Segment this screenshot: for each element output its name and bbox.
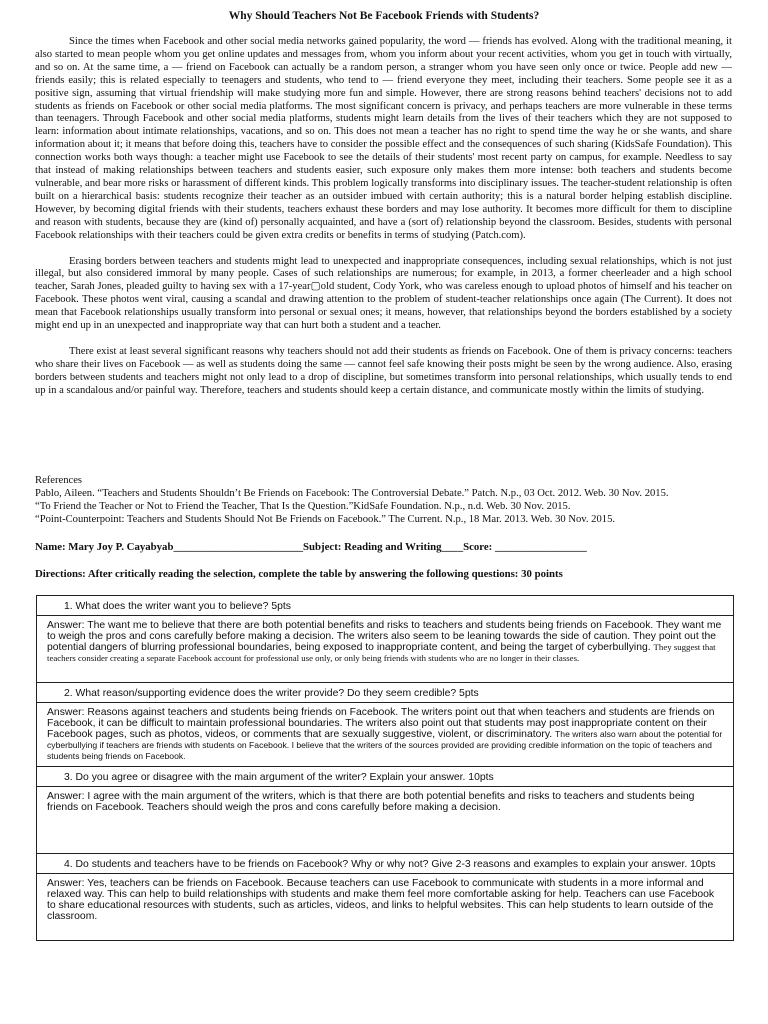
- score-label: Score:: [463, 541, 495, 553]
- document-title: Why Should Teachers Not Be Facebook Friends with Students?: [228, 10, 540, 22]
- answer-small-text: The writers also warn about the potential for cyberbullying if teachers are friends with students on Facebook. I believe that the writers of the sources provided are providing credible information on the topic of teachers and students being friends on Facebook.: [47, 729, 723, 761]
- directions-text: Directions: After critically reading the selection, complete the table by answering the following questions: 30 points: [35, 568, 563, 580]
- answer-text: Answer: I agree with the main argument of the writers, which is that there are both potential benefits and risks to teachers and students being friends on Facebook. Teachers should weigh the pros and cons carefully before making a decision.: [47, 791, 695, 813]
- header-fields-line: [35, 541, 735, 553]
- question-cell-3: 3. Do you agree or disagree with the main argument of the writer? Explain your answer. 10pts: [37, 767, 733, 787]
- question-cell-1: 1. What does the writer want you to believe? 5pts: [37, 596, 733, 616]
- reference-item: Pablo, Aileen. “Teachers and Students Shouldn’t Be Friends on Facebook: The Controversial Debate.” Patch. N.p., 03 Oct. 2012. Web. 30 Nov. 2015.: [35, 488, 669, 499]
- answer-small-text: They suggest that teachers consider creating a separate Facebook account for professional use only, or only being friends with students who are no longer in their classes.: [47, 642, 716, 663]
- reference-item: “Point-Counterpoint: Teachers and Students Should Not Be Friends on Facebook.” The Current. N.p., 18 Mar. 2013. Web. 30 Nov. 2015.: [35, 514, 616, 525]
- essay-paragraph-3: There exist at least several significant reasons why teachers should not add their students as friends on Facebook. One of them is privacy concerns: teachers who share their lives on Facebook — as well as students doing the same — cannot feel safe knowing their posts might be seen by the wrong audience. Also, erasing borders between students and teachers might not only lead to a drop of discipline, but sometimes transform into personal relationships, which usually tends to end up in a scandalous and/or painful way. Therefore, teachers and students should keep a certain distance, and communicate mostly within the limits of studying.: [35, 345, 732, 396]
- questions-table: [36, 595, 734, 941]
- answer-text: Answer: Reasons against teachers and students being friends on Facebook. The writers point out that when teachers and students are friends on Facebook, it can be difficult to maintain professional boundaries. The writers also point out that students may post inappropriate content on their Facebook pages, such as photos, videos, or comments that are sexually suggestive, violent, or discriminatory.: [47, 707, 715, 740]
- references-heading: References: [35, 475, 83, 486]
- answer-cell-1[interactable]: [37, 616, 733, 683]
- subject-blank[interactable]: ____: [441, 541, 464, 553]
- answer-cell-4[interactable]: [37, 874, 733, 940]
- essay-body: [35, 36, 732, 411]
- essay-paragraph-2: Erasing borders between teachers and students might lead to unexpected and inappropriate consequences, including sexual relationships, which is not just illegal, but also considered immoral by many people. Cases of such relationships are numerous; for example, in 2013, a former cheerleader and a high school teacher, Sarah Jones, pleaded guilty to having sex with a 17-year▢old student, Cody York, who was careless enough to upload photos of himself and his teacher on Facebook. These photos went viral, causing a scandal and drawing attention to the problem of student-teacher relationships once again (The Current). It does not mean that Facebook relationships usually transform into personal or sexual ones; it means, however, that relationships beyond the borders established by a society might end up in an unexpected and inappropriate way that can hurt both a student and a teacher.: [35, 255, 732, 332]
- answer-text: Answer: The want me to believe that there are both potential benefits and risks to teachers and students being friends on Facebook. They want me to weigh the pros and cons carefully before making a decision. The writers also seem to be leaning towards the side of caution. They point out the potential dangers of blurring professional boundaries, being exposed to inappropriate content, and being the target of cyberbullying.: [47, 620, 722, 653]
- subject-label: Subject: Reading and Writing: [303, 541, 442, 553]
- name-label: Name: Mary Joy P. Cayabyab: [35, 541, 174, 553]
- score-blank[interactable]: _________________: [494, 541, 587, 553]
- name-blank[interactable]: ________________________: [173, 541, 304, 553]
- answer-text: Answer: Yes, teachers can be friends on Facebook. Because teachers can use Facebook to communicate with students in a more informal and relaxed way. This can help to build relationships with students and make them feel more comfortable asking for help. Teachers can use Facebook to share educational resources with students, such as articles, videos, and links to helpful websites. This can help students to learn outside of the classroom.: [47, 878, 715, 922]
- answer-cell-2[interactable]: [37, 703, 733, 767]
- reference-item: “To Friend the Teacher or Not to Friend the Teacher, That Is the Question.”KidSafe Foundation. N.p., n.d. Web. 30 Nov. 2015.: [35, 501, 571, 512]
- question-cell-2: 2. What reason/supporting evidence does the writer provide? Do they seem credible? 5pts: [37, 683, 733, 703]
- references-section: [35, 474, 735, 526]
- essay-paragraph-1: Since the times when Facebook and other social media networks gained popularity, the word — friends has evolved. Along with the traditional meaning, it also started to mean people whom you get online updates and messages from, whom you inform about your recent activities, whom you get in touch with virtually, and so on. At the same time, a — friend on Facebook can actually be a random person, a stranger whom you have seen only once or twice. People add new — friends easily; this is related especially to teenagers and students, who tend to — friend everyone they meet, including their teachers. Some people see it as a positive sign, assuming that virtual friendship will make studying more fun and simple. However, there are strong reasons behind teachers' decisions not to add students as friends on Facebook or other social media platforms. The most significant concern is privacy, and perhaps teachers are more vulnerable in these terms than teenagers. Through Facebook and other social media platforms, students might learn details from the lives of their teachers which they are not supposed to learn: information about intimate relationships, vacations, and so on. This does not mean a teacher has no right to spend time the way he or she wants, and share information about it; it means that before doing this, teachers have to consider the possible effect and the consequences of such sharing (KidsSafe Foundation). This connection works both ways though: a teacher might use Facebook to see the details of their students' most recent party on campus, for example. Needless to say that instead of making relationships between teachers and students easier, such exposure only makes them more intense: both teachers and students become vulnerable, and bear more risks or harassment of different kinds. This problem logically transforms into disciplinary issues. The teacher-student relationship is often built on a hierarchical basis: students recognize their teacher as an outsider imbued with certain authority; this is a natural border helping establish discipline. However, by becoming digital friends with their students, teachers exhaust these borders and may lose authority. It becomes more difficult for them to discipline and reason with students, because they are (kind of) personally acquainted, and have a (sort of) relationship beyond the classroom. Besides, students with personal Facebook relationships with their teachers could be given extra credits or benefits in terms of studying (Patch.com).: [35, 36, 732, 241]
- question-cell-4: 4. Do students and teachers have to be friends on Facebook? Why or why not? Give 2-3 reasons and examples to explain your answer. 10pts: [37, 854, 733, 874]
- answer-cell-3[interactable]: [37, 787, 733, 854]
